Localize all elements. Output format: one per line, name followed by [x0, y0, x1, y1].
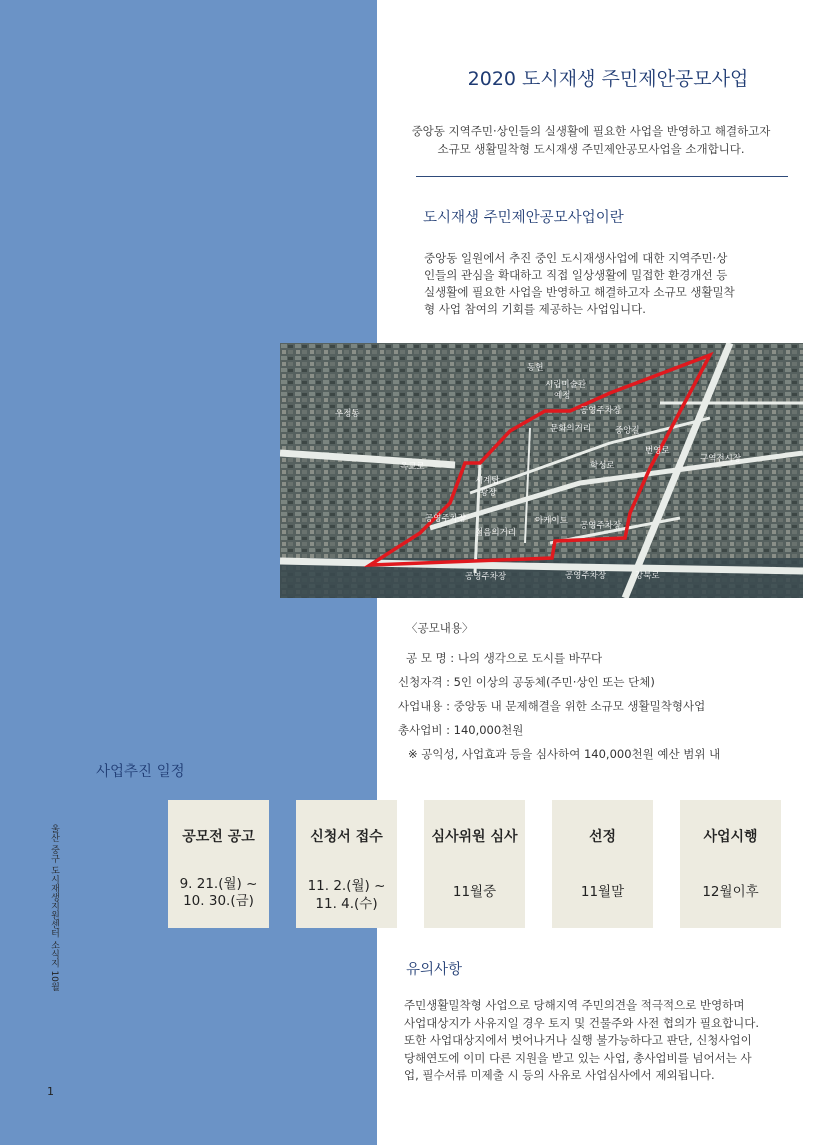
contents-item: 사업내용 : 중앙동 내 문제해결을 위한 소규모 생활밀착형사업 [398, 699, 706, 713]
notice-line: 주민생활밀착형 사업으로 당해지역 주민의견을 적극적으로 반영하며 [404, 998, 745, 1012]
schedule-step [680, 800, 781, 928]
map-label: 번영로 [645, 446, 670, 456]
intro-text [396, 122, 786, 158]
step-name: 사업시행 [703, 829, 758, 845]
notice-line: 당해연도에 이미 다른 지원을 받고 있는 사업, 총사업비를 넘어서는 사 [404, 1050, 752, 1065]
contents-heading: 〈공모내용〉 [406, 621, 474, 635]
schedule-step [552, 800, 653, 928]
map-label: 강북로 [635, 571, 660, 581]
map-label: 문화의거리 [550, 424, 592, 434]
newsletter-name: 울산 중구 도시재생지원센터 소식지 10월 [49, 824, 59, 991]
map-label: 예정 [554, 391, 571, 401]
about-title: 도시재생 주민제안공모사업이란 [423, 210, 624, 226]
notice-line: 업, 필수서류 미제출 시 등의 사유로 사업심사에서 제외됩니다. [404, 1068, 715, 1082]
step-name: 선정 [588, 829, 617, 845]
intro-line: 중앙동 지역주민·상인들의 실생활에 필요한 사업을 반영하고 해결하고자 [411, 124, 771, 138]
contents-note: ※ 공익성, 사업효과 등을 심사하여 140,000천원 예산 범위 내 [408, 747, 721, 761]
site-map [280, 343, 803, 598]
step-name: 공모전 공고 [182, 829, 255, 845]
map-graphic [280, 343, 803, 598]
map-label: 아케이드 [535, 516, 568, 526]
map-label: 젊음의거리 [475, 528, 517, 538]
step-date: 11월말 [580, 884, 625, 900]
map-label: 광장 [480, 488, 497, 498]
about-line: 중앙동 일원에서 추진 중인 도시재생사업에 대한 지역주민·상 [424, 251, 728, 265]
schedule-step [424, 800, 525, 928]
contents-item: 신청자격 : 5인 이상의 공동체(주민·상인 또는 단체) [398, 675, 655, 689]
step-date: 11. 2.(월) ~ [307, 878, 386, 894]
page-number: 1 [47, 1085, 54, 1098]
map-label: 공영주차장 [465, 572, 507, 582]
map-label: 학성로 [590, 461, 615, 471]
notice-text [404, 997, 784, 1085]
schedule-step [168, 800, 269, 928]
map-label: 공영주차장 [425, 514, 467, 524]
map-label: 시계탑 [475, 476, 500, 486]
step-name: 심사위원 심사 [431, 829, 518, 845]
divider [416, 176, 788, 177]
about-description [424, 250, 758, 318]
contents-item: 공 모 명 : 나의 생각으로 도시를 바꾸다 [406, 651, 603, 665]
about-line: 형 사업 참여의 기회를 제공하는 사업입니다. [424, 302, 646, 316]
map-label: 공영주차장 [565, 571, 607, 581]
page-title: 2020 도시재생 주민제안공모사업 [467, 68, 749, 90]
notice-line: 사업대상지가 사유지일 경우 토지 및 건물주와 사전 협의가 필요합니다. [404, 1015, 760, 1030]
map-label: 시립미술관 [545, 380, 587, 390]
schedule-title: 사업추진 일정 [96, 764, 185, 780]
notice-line: 또한 사업대상지에서 벗어나거나 실행 불가능하다고 판단, 신청사업이 [404, 1033, 752, 1047]
map-label: 옥교로 [400, 462, 425, 472]
map-label: 동헌 [527, 363, 544, 373]
contents-item: 총사업비 : 140,000천원 [398, 723, 524, 737]
map-label: 우정동 [335, 409, 360, 419]
intro-line: 소규모 생활밀착형 도시재생 주민제안공모사업을 소개합니다. [437, 142, 745, 156]
map-label: 구역전시장 [700, 454, 742, 464]
about-line: 인들의 관심을 확대하고 직접 일상생활에 밀접한 환경개선 등 [424, 268, 728, 282]
step-date: 9. 21.(월) ~ [179, 876, 258, 892]
step-date: 10. 30.(금) [183, 893, 254, 909]
notice-title: 유의사항 [406, 962, 463, 978]
map-label: 공영주차장 [580, 406, 622, 416]
about-line: 실생활에 필요한 사업을 반영하고 해결하고자 소규모 생활밀착 [424, 285, 735, 299]
step-date: 11. 4.(수) [315, 896, 378, 912]
map-label: 공영주차장 [580, 521, 622, 531]
map-label: 중앙길 [615, 426, 640, 436]
schedule-step [296, 800, 397, 928]
step-date: 12월이후 [702, 884, 759, 900]
step-name: 신청서 접수 [310, 829, 383, 845]
step-date: 11월중 [452, 884, 497, 900]
